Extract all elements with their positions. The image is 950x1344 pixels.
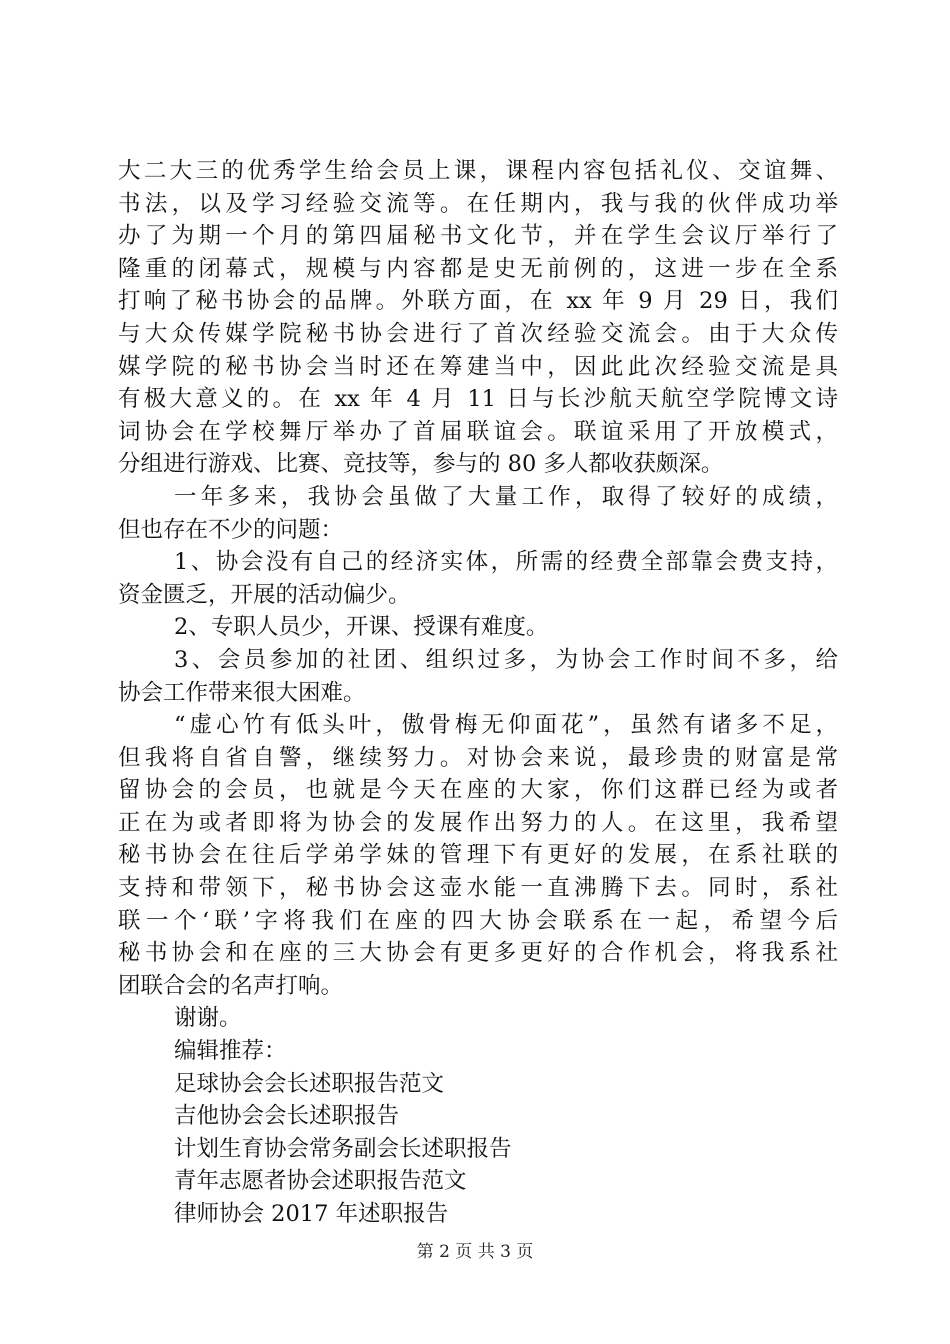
text-line: 有极大意义的。在 xx 年 4 月 11 日与长沙航天航空学院博文诗	[118, 386, 838, 413]
page-number-footer: 第 2 页 共 3 页	[416, 1242, 534, 1262]
paragraph-start-line: 一年多来，我协会虽做了大量工作，取得了较好的成绩，	[174, 483, 838, 510]
text-line: 资金匮乏，开展的活动偏少。	[118, 581, 411, 608]
text-line: 秘书协会和在座的三大协会有更多更好的合作机会，将我系社	[118, 940, 838, 967]
text-line: 词协会在学校舞厅举办了首届联谊会。联谊采用了开放模式，	[118, 418, 838, 445]
text-line: 联一个‘联’字将我们在座的四大协会联系在一起，希望今后	[118, 907, 838, 934]
text-line: 团联合会的名声打响。	[118, 972, 344, 999]
text-line: 支持和带领下，秘书协会这壶水能一直沸腾下去。同时，系社	[118, 875, 838, 902]
text-line: 协会工作带来很大困难。	[118, 679, 366, 706]
list-item-2: 2、专职人员少，开课、授课有难度。	[174, 614, 549, 641]
recommended-article-item: 计划生育协会常务副会长述职报告	[174, 1135, 512, 1162]
text-line: 但也存在不少的问题：	[118, 516, 344, 543]
list-item-3: 3、会员参加的社团、组织过多，为协会工作时间不多，给	[174, 646, 838, 673]
text-line: 大二大三的优秀学生给会员上课，课程内容包括礼仪、交谊舞、	[118, 158, 838, 184]
recommended-article-item: 青年志愿者协会述职报告范文	[174, 1168, 467, 1195]
text-line: 分组进行游戏、比赛、竞技等，参与的 80 多人都收获颇深。	[118, 451, 724, 478]
editor-recommend-heading: 编辑推荐：	[174, 1038, 287, 1065]
closing-thanks: 谢谢。	[174, 1005, 242, 1032]
text-line: 书法，以及学习经验交流等。在任期内，我与我的伙伴成功举	[118, 190, 838, 217]
text-line: 与大众传媒学院秘书协会进行了首次经验交流会。由于大众传	[118, 320, 838, 347]
text-line: 隆重的闭幕式，规模与内容都是史无前例的，这进一步在全系	[118, 255, 838, 282]
list-item-1: 1、协会没有自己的经济实体，所需的经费全部靠会费支持，	[174, 549, 838, 576]
text-line: 正在为或者即将为协会的发展作出努力的人。在这里，我希望	[118, 809, 838, 836]
recommended-article-item: 足球协会会长述职报告范文	[174, 1070, 445, 1097]
text-line: 但我将自省自警，继续努力。对协会来说，最珍贵的财富是常	[118, 744, 838, 771]
text-line: 办了为期一个月的第四届秘书文化节，并在学生会议厅举行了	[118, 223, 838, 250]
document-body	[118, 155, 838, 1231]
text-line: 打响了秘书协会的品牌。外联方面，在 xx 年 9 月 29 日，我们	[118, 288, 838, 315]
quote-paragraph-start: “虚心竹有低头叶，傲骨梅无仰面花”，虽然有诸多不足，	[174, 712, 838, 739]
text-line: 留协会的会员，也就是今天在座的大家，你们这群已经为或者	[118, 777, 838, 804]
text-line: 媒学院的秘书协会当时还在筹建当中，因此此次经验交流是具	[118, 353, 838, 380]
text-line: 秘书协会在往后学弟学妹的管理下有更好的发展，在系社联的	[118, 842, 838, 869]
recommended-article-item: 吉他协会会长述职报告	[174, 1103, 400, 1130]
recommended-article-item: 律师协会 2017 年述职报告	[174, 1201, 449, 1227]
